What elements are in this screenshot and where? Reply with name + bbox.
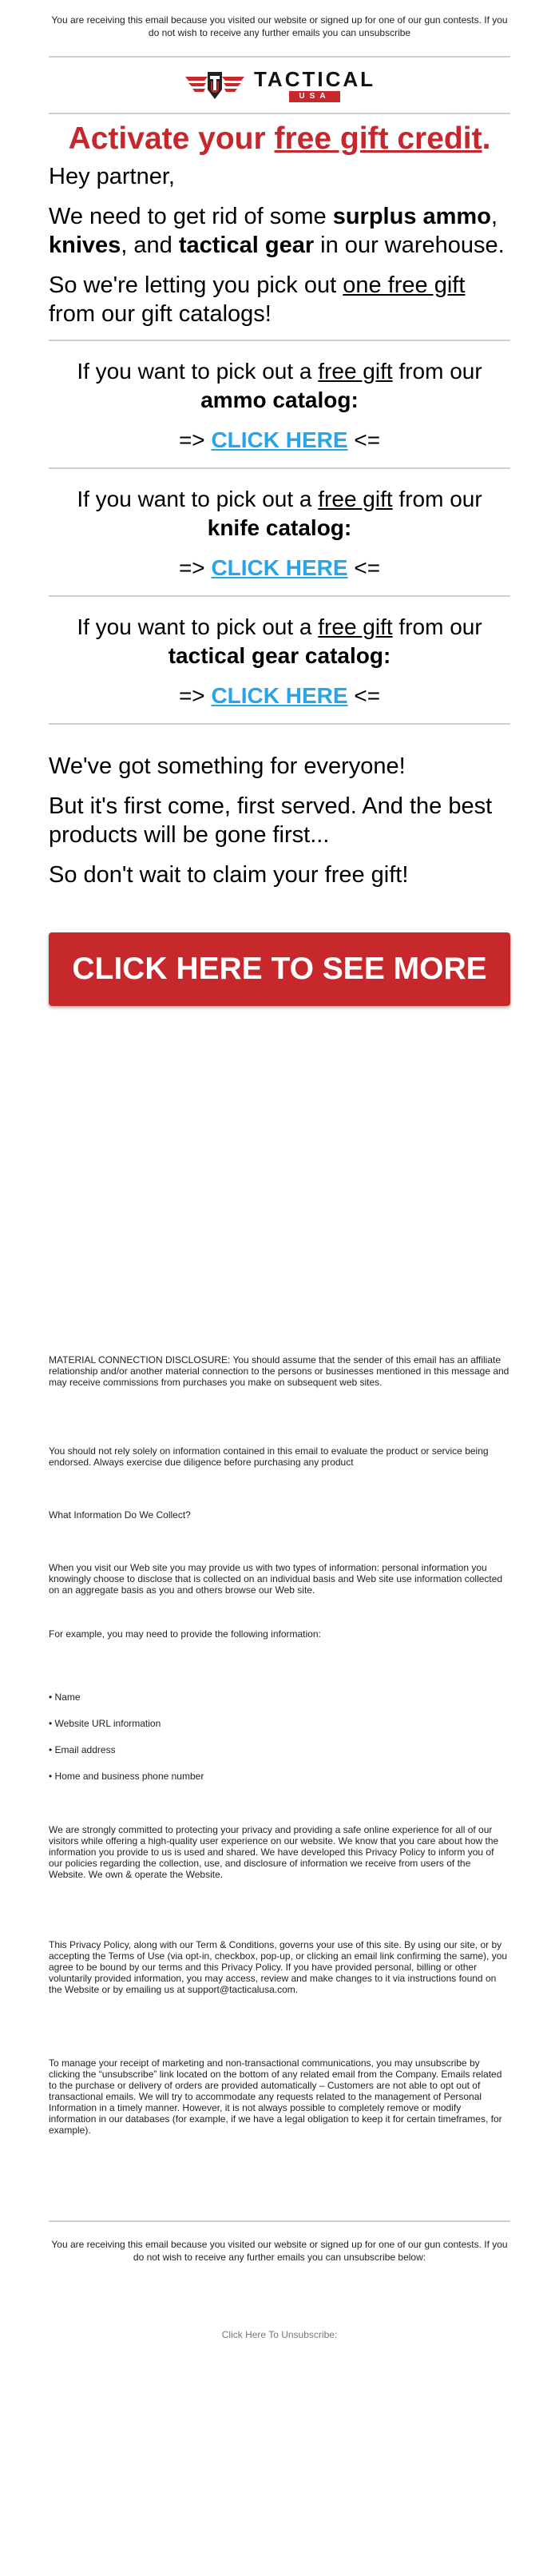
closing-line-2: But it's first come, first served. And the best products will be gone first...	[49, 793, 493, 848]
email-body	[49, 0, 510, 2340]
closing-line-3: So don't wait to claim your free gift!	[49, 862, 409, 888]
catalog-block-gear: If you want to pick out a free gift from our tactical gear catalog: => CLICK HERE <=	[49, 597, 510, 723]
intro-paragraph-2: So we're letting you pick out one free gift from our gift catalogs!	[49, 272, 466, 327]
knife-catalog-link[interactable]: CLICK HERE	[211, 555, 348, 580]
headline-text: Activate your	[68, 121, 275, 156]
headline	[49, 119, 510, 159]
visit-text: When you visit our Web site you may provide us with two types of information: personal information you knowingly choose to disclose that is collected on an individual basis and Web site use information collected on an aggregate basis as you and others browse our Web site.	[49, 1562, 503, 1596]
gear-catalog-link[interactable]: CLICK HERE	[211, 683, 348, 708]
list-item: • Home and business phone number	[49, 1771, 204, 1782]
closing-line-1: We've got something for everyone!	[49, 753, 406, 779]
knives-text: knives	[49, 233, 121, 258]
winged-shield-icon	[184, 69, 246, 102]
greeting: Hey partner,	[49, 164, 175, 189]
list-item: • Website URL information	[49, 1718, 161, 1729]
see-more-button[interactable]: CLICK HERE TO SEE MORE	[49, 932, 510, 1006]
headline-period: .	[482, 121, 491, 156]
brand-name: TACTICAL	[253, 66, 376, 91]
free-gift-text: free gift	[318, 614, 393, 639]
unsubscribe-link[interactable]: Click Here To Unsubscribe:	[221, 2329, 338, 2340]
free-gift-text: free gift	[318, 487, 393, 511]
free-gift-text: free gift	[318, 359, 393, 384]
policy-text: This Privacy Policy, along with our Term & Conditions, governs your use of this site. By using our site, or by accepting the Terms of Use (via opt-in, checkbox, pop-up, or clicking an email link confirming the same), you agree to be bound by our terms and this Privacy Policy. If you have provided personal, billing or other voluntarily provided information, you may access, review and make changes to it via instructions found on the Website or by emailing us at support@tacticalusa.com.	[49, 1939, 508, 1995]
catalog-block-knife: If you want to pick out a free gift from our knife catalog: => CLICK HERE <=	[49, 469, 510, 595]
top-notice: You are receiving this email because you visited our website or signed up for one of our gun contests. If you do not wish to receive any further emails you can unsubscribe	[51, 14, 508, 38]
catalog-block-ammo: If you want to pick out a free gift from our ammo catalog: => CLICK HERE <=	[49, 341, 510, 467]
tactical-gear-text: tactical gear	[178, 233, 315, 258]
divider	[49, 113, 510, 114]
catalog-name: knife catalog:	[207, 515, 352, 540]
surplus-ammo-text: surplus ammo	[332, 204, 491, 229]
list-item: • Name	[49, 1691, 81, 1703]
list-item: • Email address	[49, 1744, 116, 1755]
disclosure-text: MATERIAL CONNECTION DISCLOSURE: You should assume that the sender of this email has an affiliate relationship and/or another material connection to the persons or businesses mentioned in this message and may receive commissions from purchases you make on subsequent web sites.	[49, 1354, 509, 1388]
commitment-text: We are strongly committed to protecting your privacy and providing a safe online experience for all of our visitors while offering a high-quality user experience on our website. We know that you care about how the information you provide to us is used and shared. We have developed this Privacy Policy to inform you of our policies regarding the collection, use, and disclosure of information we receive from users of the Website. We own & operate the Website.	[49, 1824, 499, 1880]
info-question: What Information Do We Collect?	[49, 1509, 191, 1521]
free-gift-credit-link[interactable]: free gift credit	[274, 121, 482, 156]
catalog-name: tactical gear catalog:	[168, 643, 391, 668]
manage-text: To manage your receipt of marketing and non-transactional communications, you may unsubscribe by clicking the “unsubscribe” link located on the bottom of any related email from the Company. Emails related to the purchase or delivery of orders are provided automatically – Customers are not able to opt out of transactional emails. We will try to accommodate any requests related to the management of Personal Information in a timely manner. However, it is not always possible to completely remove or modify information in our databases (for example, if we have a legal obligation to keep it for certain timeframes, for example).	[49, 2057, 502, 2136]
brand-logo[interactable]	[184, 66, 376, 102]
logo-row	[49, 58, 510, 113]
ammo-catalog-link[interactable]: CLICK HERE	[211, 427, 348, 452]
brand-sub: USA	[289, 91, 339, 102]
example-text: For example, you may need to provide the following information:	[49, 1628, 321, 1640]
reliance-text: You should not rely solely on information contained in this email to evaluate the product or service being endorsed. Always exercise due diligence before purchasing any product	[49, 1445, 489, 1468]
legal-section	[49, 1354, 510, 1388]
one-free-gift-text: one free gift	[343, 272, 466, 298]
bottom-notice: You are receiving this email because you visited our website or signed up for one of our gun contests. If you do not wish to receive any further emails you can unsubscribe below:	[51, 2239, 508, 2263]
catalog-name: ammo catalog:	[200, 388, 359, 412]
intro-paragraph-1: We need to get rid of some surplus ammo, knives, and tactical gear in our warehouse.	[49, 204, 505, 258]
divider	[49, 2220, 510, 2222]
